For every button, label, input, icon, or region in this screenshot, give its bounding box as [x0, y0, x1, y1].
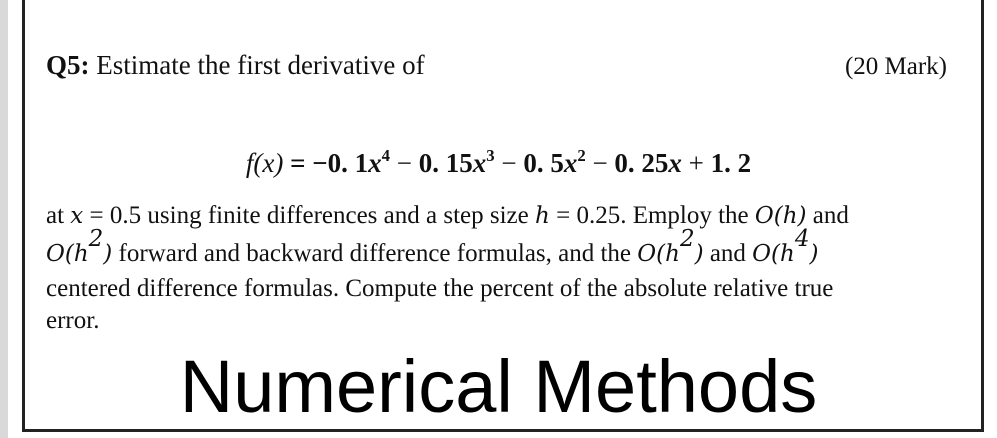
question-number: Q5:: [46, 50, 90, 80]
function-formula: f(x) = −0. $1x^4 - 0$. $15x^3 - 0$. $5x^2 - 0$. 25x + 1. 2: [245, 146, 752, 178]
question-body: [46, 197, 976, 337]
question-marks: (20 Mark): [844, 53, 947, 80]
body-line-1: at x = 0.5 using finite differences and a step size h = 0.25. Employ the O(h) and: [46, 202, 849, 229]
body-line-2: $O(h^2)$ forward and backward difference formulas, and the $O(h^2)$ and $O(h^4)$: [46, 226, 819, 267]
question-heading: [46, 50, 425, 81]
body-line-3: centered difference formulas. Compute the percent of the absolute relative true: [46, 275, 834, 302]
body-line-4: error.: [46, 307, 100, 334]
banner-title: Numerical Methods: [179, 345, 818, 428]
question-prompt: Estimate the first derivative of: [96, 50, 425, 80]
